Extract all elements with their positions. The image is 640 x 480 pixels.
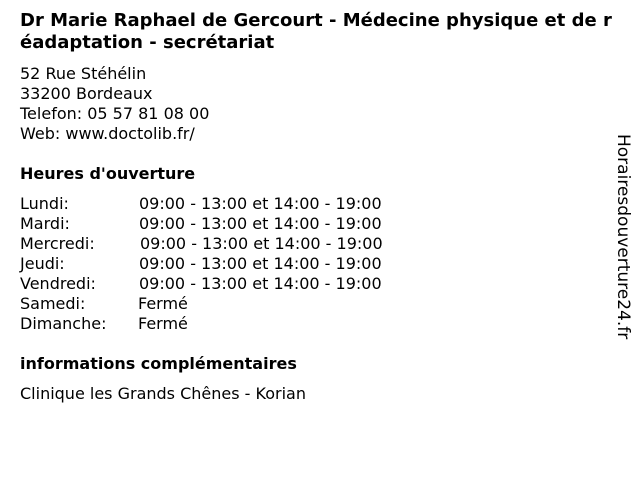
hours-row-tuesday	[20, 214, 440, 234]
day-hours: Fermé	[138, 314, 188, 333]
day-hours: 09:00 - 13:00 et 14:00 - 19:00	[139, 274, 382, 293]
day-hours: 09:00 - 13:00 et 14:00 - 19:00	[139, 214, 382, 233]
day-hours: 09:00 - 13:00 et 14:00 - 19:00	[139, 254, 382, 273]
page-title: Dr Marie Raphael de Gercourt - Médecine physique et de réadaptation - secrétariat	[20, 10, 612, 53]
day-hours: Fermé	[138, 294, 188, 313]
hours-row-monday	[20, 194, 440, 214]
day-label: Vendredi:	[20, 274, 96, 293]
address-phone: Telefon: 05 57 81 08 00	[20, 104, 210, 123]
hours-row-sunday	[20, 314, 440, 334]
day-label: Mardi:	[20, 214, 70, 233]
hours-table	[20, 194, 440, 334]
site-watermark: Horairesdouverture24.fr	[613, 134, 633, 340]
day-label: Mercredi:	[20, 234, 95, 253]
hours-row-saturday	[20, 294, 440, 314]
hours-row-friday	[20, 274, 440, 294]
info-heading: informations complémentaires	[20, 354, 297, 373]
day-label: Samedi:	[20, 294, 86, 313]
address-street: 52 Rue Stéhélin	[20, 64, 147, 83]
hours-heading: Heures d'ouverture	[20, 164, 196, 183]
day-hours: 09:00 - 13:00 et 14:00 - 19:00	[139, 194, 382, 213]
day-hours: 09:00 - 13:00 et 14:00 - 19:00	[140, 234, 383, 253]
address-city: 33200 Bordeaux	[20, 84, 153, 103]
address-web: Web: www.doctolib.fr/	[20, 124, 195, 143]
hours-row-thursday	[20, 254, 440, 274]
day-label: Lundi:	[20, 194, 69, 213]
day-label: Jeudi:	[20, 254, 65, 273]
day-label: Dimanche:	[20, 314, 107, 333]
hours-row-wednesday	[20, 234, 440, 254]
address-block	[20, 64, 209, 144]
info-text: Clinique les Grands Chênes - Korian	[20, 384, 306, 403]
